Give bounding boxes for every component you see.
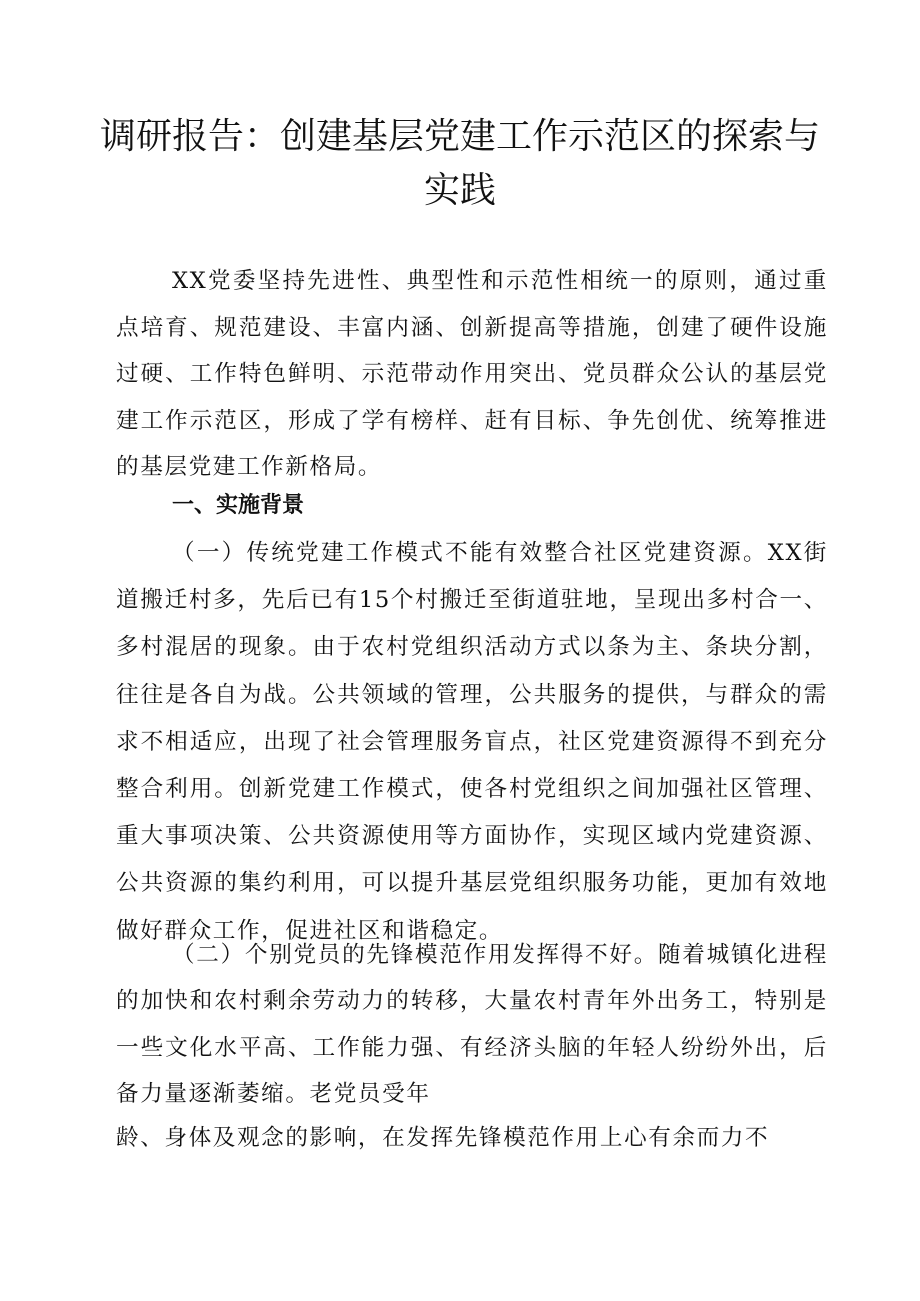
intro-paragraph: XX党委坚持先进性、典型性和示范性相统一的原则，通过重点培育、规范建设、丰富内涵、创新提高等措施，创建了硬件设施过硬、工作特色鲜明、示范带动作用突出、党员群众公认的基层党建工作示范区，形成了学有榜样、赶有目标、争先创优、统筹推进的基层党建工作新格局。 xyxy=(116,268,828,480)
section-paragraph-vanguard: （二）个别党员的先锋模范作用发挥得不好。随着城镇化进程的加快和农村剩余劳动力的转移，大量农村青年外出务工，特别是一些文化水平高、工作能力强、有经济头脑的年轻人纷纷外出，后备力量逐渐萎缩。老党员受年 xyxy=(116,942,828,1108)
section-paragraph-continued-line: 龄、身体及观念的影响，在发挥先锋模范作用上心有余而力不 xyxy=(116,1125,770,1151)
document-title: 调研报告：创建基层党建工作示范区的探索与实践 xyxy=(99,116,820,211)
section-heading-background: 一、实施背景 xyxy=(172,493,305,518)
section-paragraph-resources: （一）传统党建工作模式不能有效整合社区党建资源。XX街道搬迁村多，先后已有15个村搬迁至街道驻地，呈现出多村合一、多村混居的现象。由于农村党组织活动方式以条为主、条块分割，往往是各自为战。公共领域的管理，公共服务的提供，与群众的需求不相适应，出现了社会管理服务盲点，社区党建资源得不到充分整合利用。创新党建工作模式，使各村党组织之间加强社区管理、重大事项决策、公共资源使用等方面协作，实现区域内党建资源、公共资源的集约利用，可以提升基层党组织服务功能，更加有效地做好群众工作，促进社区和谐稳定。 xyxy=(116,540,828,944)
